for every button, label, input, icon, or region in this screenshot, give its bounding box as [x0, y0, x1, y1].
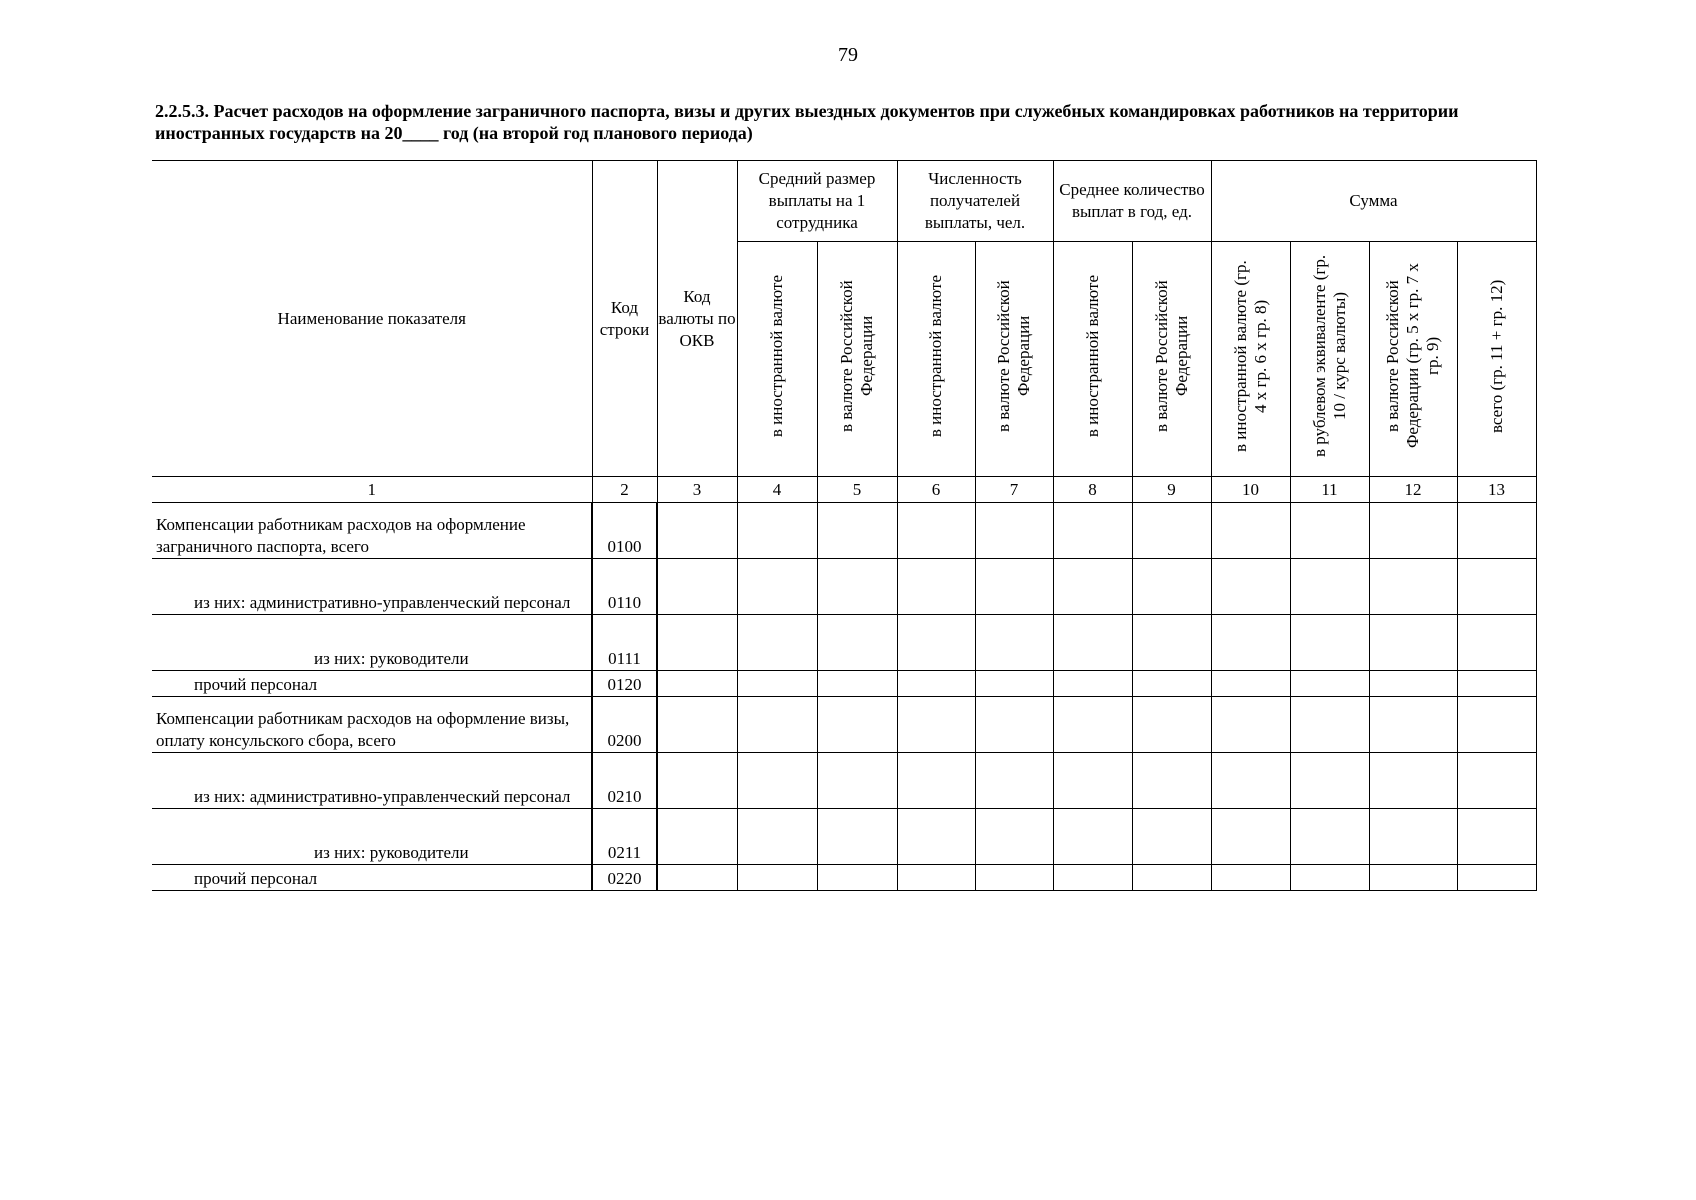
row-name: Компенсации работникам расходов на оформление визы, оплату консульского сбора, всего — [152, 697, 592, 753]
row-name: из них: руководители — [152, 615, 592, 671]
row-name: Компенсации работникам расходов на оформление заграничного паспорта, всего — [152, 503, 592, 559]
header-col4: в иностранной валюте — [737, 242, 817, 477]
data-cell[interactable] — [657, 671, 737, 697]
data-cell[interactable] — [817, 809, 897, 865]
header-col13: всего (гр. 11 + гр. 12) — [1457, 242, 1536, 477]
data-cell[interactable] — [1457, 615, 1536, 671]
data-cell[interactable] — [975, 753, 1053, 809]
data-cell[interactable] — [1132, 809, 1211, 865]
data-cell[interactable] — [817, 615, 897, 671]
row-name: из них: административно-управленческий персонал — [152, 559, 592, 615]
data-cell[interactable] — [1457, 753, 1536, 809]
header-col8: в иностранной валюте — [1053, 242, 1132, 477]
data-cell[interactable] — [657, 559, 737, 615]
data-cell[interactable] — [1290, 753, 1369, 809]
expense-table — [152, 160, 1537, 891]
data-cell[interactable] — [737, 865, 817, 891]
data-cell[interactable] — [657, 615, 737, 671]
section-title: 2.2.5.3. Расчет расходов на оформление заграничного паспорта, визы и других выездных документов при служебных командировках работников на территории иностранных государств на 20____ год (на второй год планового периода) — [155, 101, 1459, 143]
data-cell[interactable] — [1369, 753, 1457, 809]
data-cell[interactable] — [817, 559, 897, 615]
table-row — [152, 671, 1536, 697]
data-cell[interactable] — [897, 503, 975, 559]
row-name: из них: административно-управленческий персонал — [152, 753, 592, 809]
column-number: 9 — [1132, 477, 1211, 503]
row-code: 0220 — [592, 865, 657, 891]
data-cell[interactable] — [975, 615, 1053, 671]
data-cell[interactable] — [1457, 559, 1536, 615]
data-cell[interactable] — [657, 865, 737, 891]
column-number: 6 — [897, 477, 975, 503]
data-cell[interactable] — [1369, 503, 1457, 559]
column-number: 4 — [737, 477, 817, 503]
table-row — [152, 559, 1536, 615]
table-row — [152, 697, 1536, 753]
row-code: 0100 — [592, 503, 657, 559]
column-number: 2 — [592, 477, 657, 503]
column-number: 13 — [1457, 477, 1536, 503]
data-cell[interactable] — [1053, 865, 1132, 891]
data-cell[interactable] — [1369, 559, 1457, 615]
data-cell[interactable] — [975, 865, 1053, 891]
data-cell[interactable] — [1369, 697, 1457, 753]
data-cell[interactable] — [897, 671, 975, 697]
data-cell[interactable] — [975, 559, 1053, 615]
data-cell[interactable] — [1290, 503, 1369, 559]
data-cell[interactable] — [1132, 559, 1211, 615]
data-cell[interactable] — [1457, 671, 1536, 697]
data-cell[interactable] — [975, 671, 1053, 697]
data-cell[interactable] — [1132, 615, 1211, 671]
row-code: 0110 — [592, 559, 657, 615]
data-cell[interactable] — [1211, 753, 1290, 809]
header-group-count: Численность получателей выплаты, чел. — [897, 161, 1053, 242]
data-cell[interactable] — [1290, 809, 1369, 865]
header-name: Наименование показателя — [152, 161, 592, 477]
table-row — [152, 503, 1536, 559]
column-number: 11 — [1290, 477, 1369, 503]
header-code-currency: Код валюты по ОКВ — [657, 161, 737, 477]
data-cell[interactable] — [1053, 753, 1132, 809]
data-cell[interactable] — [975, 503, 1053, 559]
data-cell[interactable] — [817, 503, 897, 559]
data-cell[interactable] — [657, 697, 737, 753]
header-col12: в валюте Российской Федерации (гр. 5 х гр. 7 х гр. 9) — [1369, 242, 1457, 477]
header-col10: в иностранной валюте (гр. 4 х гр. 6 х гр. 8) — [1211, 242, 1290, 477]
data-cell[interactable] — [817, 753, 897, 809]
data-cell[interactable] — [737, 503, 817, 559]
table-row — [152, 809, 1536, 865]
data-cell[interactable] — [657, 809, 737, 865]
data-cell[interactable] — [1457, 503, 1536, 559]
column-number: 10 — [1211, 477, 1290, 503]
header-col7: в валюте Российской Федерации — [975, 242, 1053, 477]
row-code: 0210 — [592, 753, 657, 809]
data-cell[interactable] — [1132, 671, 1211, 697]
data-cell[interactable] — [657, 753, 737, 809]
row-code: 0211 — [592, 809, 657, 865]
data-cell[interactable] — [1211, 865, 1290, 891]
data-cell[interactable] — [1290, 865, 1369, 891]
data-cell[interactable] — [1053, 559, 1132, 615]
data-cell[interactable] — [1053, 671, 1132, 697]
row-name: из них: руководители — [152, 809, 592, 865]
column-number: 7 — [975, 477, 1053, 503]
header-code-row: Код строки — [592, 161, 657, 477]
data-cell[interactable] — [737, 697, 817, 753]
table-row — [152, 753, 1536, 809]
header-group-avgnum: Среднее количество выплат в год, ед. — [1053, 161, 1211, 242]
header-group-sum: Сумма — [1211, 161, 1536, 242]
data-cell[interactable] — [1457, 865, 1536, 891]
data-cell[interactable] — [1053, 809, 1132, 865]
row-code: 0111 — [592, 615, 657, 671]
header-col11: в рублевом эквиваленте (гр. 10 / курс валюты) — [1290, 242, 1369, 477]
data-cell[interactable] — [1290, 615, 1369, 671]
column-numbers-row — [152, 477, 1536, 503]
data-cell[interactable] — [737, 559, 817, 615]
data-cell[interactable] — [1053, 615, 1132, 671]
row-code: 0200 — [592, 697, 657, 753]
data-cell[interactable] — [817, 697, 897, 753]
data-cell[interactable] — [737, 671, 817, 697]
data-cell[interactable] — [1211, 615, 1290, 671]
data-cell[interactable] — [1369, 671, 1457, 697]
column-number: 12 — [1369, 477, 1457, 503]
column-number: 3 — [657, 477, 737, 503]
data-cell[interactable] — [817, 865, 897, 891]
data-cell[interactable] — [1290, 559, 1369, 615]
data-cell[interactable] — [1211, 697, 1290, 753]
data-cell[interactable] — [1132, 697, 1211, 753]
header-col6: в иностранной валюте — [897, 242, 975, 477]
data-cell[interactable] — [817, 671, 897, 697]
data-cell[interactable] — [897, 809, 975, 865]
header-col5: в валюте Российской Федерации — [817, 242, 897, 477]
data-cell[interactable] — [1369, 865, 1457, 891]
data-cell[interactable] — [897, 697, 975, 753]
data-cell[interactable] — [975, 697, 1053, 753]
data-cell[interactable] — [1211, 671, 1290, 697]
column-number: 8 — [1053, 477, 1132, 503]
data-cell[interactable] — [897, 865, 975, 891]
row-name: прочий персонал — [152, 671, 592, 697]
data-cell[interactable] — [1290, 697, 1369, 753]
data-cell[interactable] — [897, 615, 975, 671]
data-cell[interactable] — [975, 809, 1053, 865]
column-number: 5 — [817, 477, 897, 503]
data-cell[interactable] — [1369, 809, 1457, 865]
data-cell[interactable] — [1211, 503, 1290, 559]
row-name: прочий персонал — [152, 865, 592, 891]
column-number: 1 — [152, 477, 592, 503]
data-cell[interactable] — [1132, 753, 1211, 809]
header-group-avg: Средний размер выплаты на 1 сотрудника — [737, 161, 897, 242]
data-cell[interactable] — [657, 503, 737, 559]
data-cell[interactable] — [1211, 809, 1290, 865]
page-number: 79 — [838, 44, 858, 66]
data-cell[interactable] — [737, 615, 817, 671]
data-cell[interactable] — [1132, 865, 1211, 891]
data-cell[interactable] — [1457, 809, 1536, 865]
data-cell[interactable] — [1053, 503, 1132, 559]
data-cell[interactable] — [897, 559, 975, 615]
data-cell[interactable] — [1132, 503, 1211, 559]
data-cell[interactable] — [1053, 697, 1132, 753]
data-cell[interactable] — [737, 809, 817, 865]
data-cell[interactable] — [1211, 559, 1290, 615]
data-cell[interactable] — [897, 753, 975, 809]
data-cell[interactable] — [1369, 615, 1457, 671]
data-cell[interactable] — [737, 753, 817, 809]
data-cell[interactable] — [1457, 697, 1536, 753]
table-row — [152, 615, 1536, 671]
header-col9: в валюте Российской Федерации — [1132, 242, 1211, 477]
table-row — [152, 865, 1536, 891]
row-code: 0120 — [592, 671, 657, 697]
data-cell[interactable] — [1290, 671, 1369, 697]
